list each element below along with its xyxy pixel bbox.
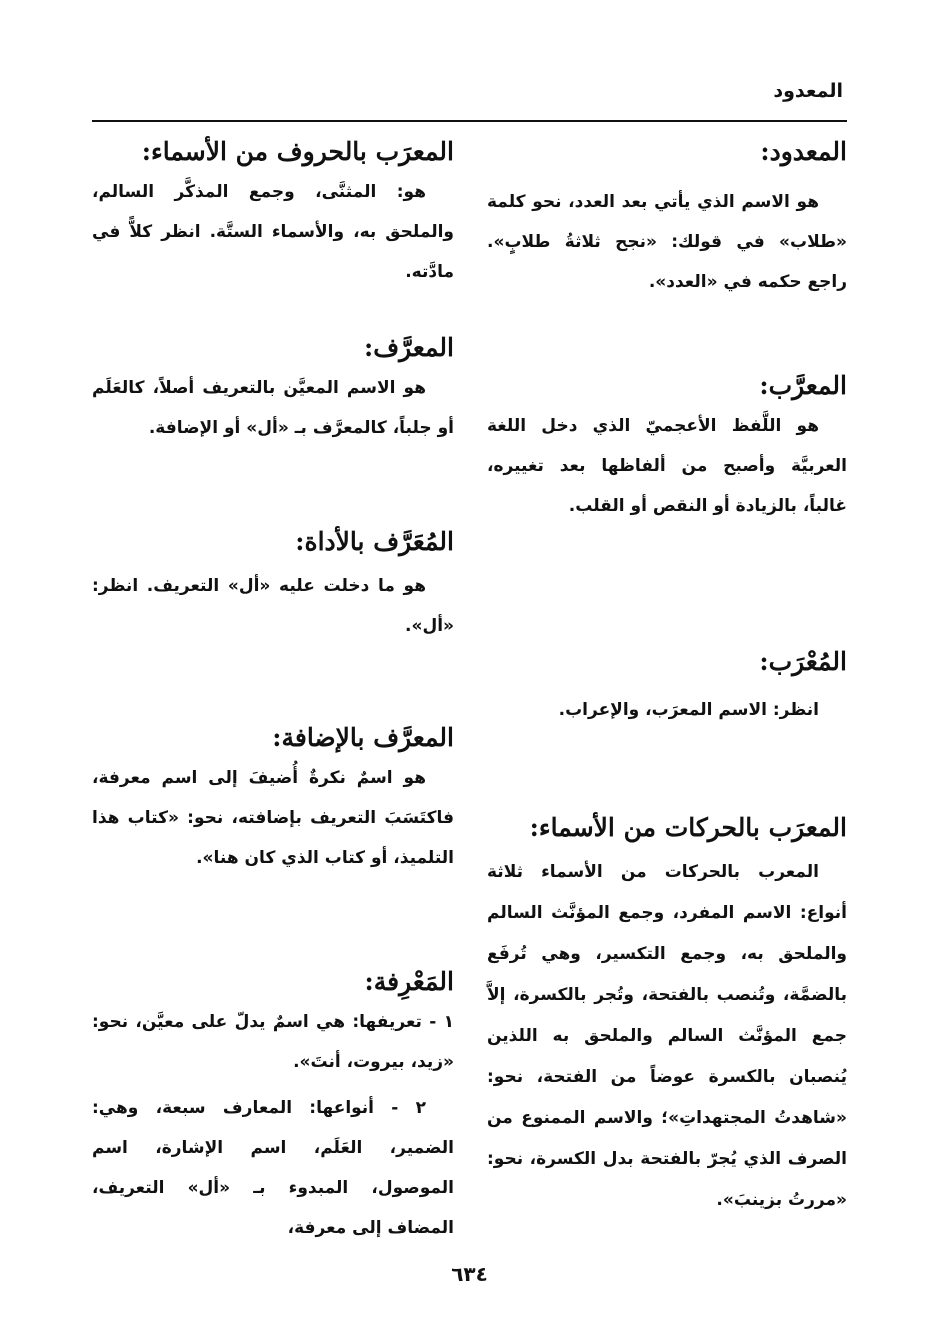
entry-title: المُعَرَّف بالأداة: (295, 527, 454, 556)
entry-title: المُعْرَب: (759, 647, 847, 676)
entry-title: المعرَّب: (759, 371, 847, 400)
entry-title: المعدود: (760, 137, 847, 166)
entry-title: المَعْرِفة: (364, 967, 454, 996)
entry-title: المعرَب بالحروف من الأسماء: (141, 137, 454, 166)
entry-maadud (487, 132, 847, 302)
running-header: المعدود (773, 80, 843, 102)
entry-marifa (92, 962, 454, 1248)
entry-item-types: ٢ - أنواعها: المعارف سبعة، وهي: الضمير، العَلَم، اسم الإشارة، اسم الموصول، المبدوء بـ «أل» التعريف، المضاف إلى معرفة، (92, 1098, 454, 1238)
entry-muarrab (487, 366, 847, 526)
entry-title: المعرَب بالحركات من الأسماء: (529, 813, 847, 842)
entry-murab-huruf (92, 132, 454, 292)
entry-title: المعرَّف بالإضافة: (272, 723, 454, 752)
entry-murab-harakat (487, 808, 847, 1221)
entry-muarraf (92, 328, 454, 448)
entry-body: هو: المثنَّى، وجمع المذكَّر السالم، والملحق به، والأسماء الستَّة. انظر كلاًّ في مادَّته. (92, 182, 454, 282)
header-rule (92, 120, 847, 122)
entry-body: المعرب بالحركات من الأسماء ثلاثة أنواع: الاسم المفرد، وجمع المؤنَّث السالم والملحق به، وجمع التكسير، وهي تُرفَع بالضمَّة، وتُنصب بالفتحة، وتُجر بالكسرة، إلاَّ جمع المؤنَّث السالم والملحق به اللذين يُنصبان بالكسرة عوضاً من الفتحة، نحو: «شاهدتُ المجتهداتِ»؛ والاسم الممنوع من الصرف الذي يُجرّ بالفتحة بدل الكسرة، نحو: «مررتُ بزينبَ». (487, 862, 847, 1210)
entry-body: انظر: الاسم المعرَب، والإعراب. (558, 700, 819, 720)
entry-item-definition: ١ - تعريفها: هي اسمٌ يدلّ على معيَّن، نحو: «زيد، بيروت، أنتَ». (92, 1012, 454, 1072)
entry-body: هو اللَّفظ الأعجميّ الذي دخل اللغة العربيَّة وأصبح من ألفاظها بعد تغييره، غالباً، بالزيادة أو النقص أو القلب. (487, 416, 847, 516)
entry-murab (487, 642, 847, 730)
page-number: ٦٣٤ (451, 1262, 488, 1286)
entry-muarraf-adat (92, 522, 454, 646)
entry-body: هو ما دخلت عليه «أل» التعريف. انظر: «أل». (92, 576, 454, 636)
entry-muarraf-idafa (92, 718, 454, 878)
entry-body: هو الاسم الذي يأتي بعد العدد، نحو كلمة «طلاب» في قولك: «نجح ثلاثةُ طلابٍ». راجع حكمه في «العدد». (487, 192, 847, 292)
entry-body: هو الاسم المعيَّن بالتعريف أصلاً، كالعَلَم أو جلباً، كالمعرَّف بـ «أل» أو الإضافة. (92, 378, 454, 438)
entry-title: المعرَّف: (363, 333, 454, 362)
entry-body: هو اسمٌ نكرةٌ أُضيفَ إلى اسم معرفة، فاكتَسَبَ التعريف بإضافته، نحو: «كتاب هذا التلميذ، أو كتاب الذي كان هنا». (92, 768, 454, 868)
